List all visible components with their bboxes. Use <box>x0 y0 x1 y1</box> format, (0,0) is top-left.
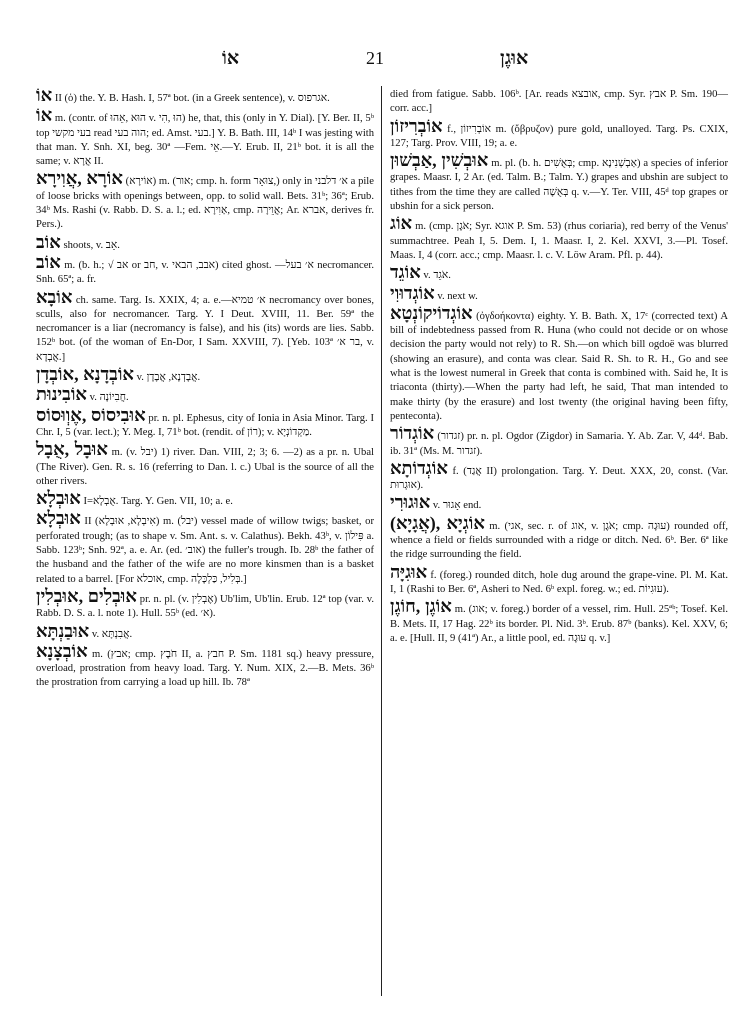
entry-definition: pr. n. pl. Ephesus, city of Ionia in Asia Minor. Targ. I Chr. I, 5 (var. lect.); Y. Meg. I, 71ᵇ bot. (rendit. of רוֹן); v. מַקְדוֹנְיָא. <box>36 412 374 438</box>
entry-definition: II (אִיבְלָא, אוּבְלָא) m. (יבל) vessel made of willow twigs; basket, or perforated trough; (as to shape v. Sm. Ant. s. v. Calathus). Bekh. 43ᵇ, v. פִּילוֹן a. Sabb. 123ᵇ; Snh. 92ª, a. e. Ar. (ed. אוב׳) the fuller's trough. Ib. 28ᵇ the father of the husband and the father of the wife are no more kinsmen than is a basket related to a barrel. [For אוכלא, cmp. בְּלִיל, כַּלְכָּלָה.] <box>36 516 374 585</box>
entry-headword: אוּבְשִׁין ,אַבְשׁוּן <box>390 150 489 171</box>
dictionary-entry <box>390 115 728 152</box>
dictionary-entry <box>36 404 374 441</box>
entry-headword: אוֹ <box>36 85 53 105</box>
entry-definition: m. (אבץ; cmp. חֹבֶץ II, a. חבץ P. Sm. 1181 sq.) heavy pressure, overload, prostration from heavy load. Targ. Y. Num. XIX, 2.—B. Mets. 36ᵇ the prostration from carrying a load up hill. Ib. 78ª <box>36 648 375 689</box>
entry-definition: m. (b. h.; √ אב or חב, v. אבב, הבאי) cited ghost. —א׳ בעל necromancer. Snh. 65ª; a. fr. <box>36 259 374 286</box>
running-head-left: אוֹ <box>222 48 240 69</box>
dictionary-entry <box>36 85 374 106</box>
page-header <box>0 48 750 72</box>
dictionary-entry <box>390 302 728 424</box>
dictionary-entry <box>36 384 374 405</box>
running-head-right: אוּגֶן <box>500 48 529 69</box>
entry-headword: אוֹ <box>36 105 53 126</box>
left-column <box>36 85 375 693</box>
entry-definition: f. (foreg.) rounded ditch, hole dug around the grape-vine. Pl. M. Kat. I, 1 (Rashi to Ber. 6ª, Asheri to Ned. 6ᵇ expl. foreg. w.; ed. עוּגִיוֹת). <box>390 569 728 595</box>
entry-headword: אוּבְלִים ,אוּבְלִין <box>36 585 137 606</box>
entry-definition: v. אָגוּר end. <box>430 500 482 512</box>
entry-definition: v. אֹגֵד. <box>420 270 451 282</box>
entry-definition: v. אֲבָדְנָא, אֲבָדָן. <box>134 372 201 384</box>
dictionary-entry <box>36 508 374 586</box>
entry-definition: v. אֲבִנְתָּא. <box>89 628 133 640</box>
entry-definition: ch. same. Targ. Is. XXIX, 4; a. e.—א׳ טמיא necromancy over bones, sculls, also for necromancer. Targ. Y. I Deut. XVIII, 11. Ber. 59ª the necromancer is a liar (necromancy is false), and his (its) words are lies. Sabb. 152ᵇ bot. (of the woman of En-Dor, I Sam. XXVIII, 7). [Yeb. 103ª בר א׳, v. אֲבְדָא.] <box>36 294 374 363</box>
dictionary-entry <box>36 286 374 365</box>
dictionary-entry <box>390 561 728 598</box>
entry-headword: אוֹגְדוּוִי <box>390 282 435 303</box>
dictionary-entry <box>36 640 375 691</box>
entry-definition: I=אֻבְלָא. Targ. Y. Gen. VII, 10; a. e. <box>80 496 233 508</box>
entry-headword: אוֹבִינוּת <box>36 384 87 405</box>
dictionary-entry <box>36 251 374 288</box>
entry-headword: אוֹבָא <box>36 286 73 307</box>
dictionary-entry <box>390 150 728 214</box>
dictionary-entry <box>390 282 728 304</box>
dictionary-entry <box>390 262 728 283</box>
dictionary-entry <box>36 488 374 509</box>
dictionary-entry <box>390 512 728 563</box>
entry-headword: אוּבַנְתָּא <box>36 620 90 641</box>
entry-definition: died from fatigue. Sabb. 106ᵇ. [Ar. reads אובצא, cmp. Syr. אבץ P. Sm. 190—corr. acc.] <box>390 89 728 115</box>
entry-headword: אוּגוּרִי <box>390 492 431 513</box>
entry-definition: (ὀγδοήκοντα) eighty. Y. B. Bath. X, 17ᶜ (corrected text) A bill of indebtedness passed from R. Huna (who could not decide or on whose decision the party would not rely) to R. Sh.—on which bill ogdoë was blurred (showing an erasure), and conta was clear. Said R. Sh. to R. H., Go and see what is the lowest numeral in Greek that conta is combined with. Said he, It is triaconta (thirty).—When the party had left, he said, That man intended to make thirty (by the erasure) and lost twenty (the original having been fifty, penteconta). <box>390 310 728 422</box>
entry-definition: m. (contr. of הוּא ,אֵהוּ v. הוּ ,הִי) he, that, this (only in Y. Dial). [Y. Ber. II, 5ᵇ top בעי מקשי read הוה בעי; ed. Amst. בעי.] Y. B. Bath. III, 14ᵇ I was jesting with that man. Y. Snh. XI, beg. 30ª —Fem. אֵי.—Y. Erub. II, 21ᵇ bot. it is all the same; v. אֲרָא II. <box>36 113 375 168</box>
dictionary-entry <box>36 168 375 232</box>
right-column <box>390 88 728 648</box>
entry-definition: f. (אֲגַד II) prolongation. Targ. Y. Deut. XXX, 20, const. (Var. אוּגְרוּת). <box>390 465 728 492</box>
entry-definition: v. חֲבִיוֹנָה. <box>87 392 129 404</box>
entry-definition: v. next w. <box>434 290 478 302</box>
entry-headword: אוֹבְרִיזוֹן <box>390 115 443 136</box>
dictionary-entry <box>390 213 728 263</box>
entry-headword: אוֹגֶן ,חוֹגֶן <box>390 596 452 617</box>
entry-definition: shoots, v. אֵב. <box>60 239 120 251</box>
entry-headword: אוּגִיָּה <box>390 561 428 582</box>
entry-definition: II (ὁ) the. Y. B. Hash. I, 57ª bot. (in a Greek sentence), v. אגרפוס. <box>52 93 330 104</box>
entry-headword: אוֹבְצָנָא <box>36 640 88 661</box>
entry-headword: אוֹג <box>390 213 413 234</box>
dictionary-entry <box>390 423 728 459</box>
entry-headword: אוֹגְדוֹתָא <box>390 457 448 478</box>
dictionary-entry <box>36 620 374 642</box>
entry-definition: (זגדור) pr. n. pl. Ogdor (Zigdor) in Samaria. Y. Ab. Zar. V, 44ᵈ. Bab. ib. 31ª (Ms. M. זגדור). <box>390 431 728 457</box>
entry-headword: אוֹב <box>36 231 61 252</box>
entry-headword: אוּבְלָא <box>36 488 81 509</box>
dictionary-entry <box>36 231 374 253</box>
entry-headword: אוֹגְדוֹיקוֹנְטָא <box>390 302 473 323</box>
entry-headword: אוּבִיסוֹס ,אֶוְוּסוֹס <box>36 404 146 425</box>
entry-definition: m. pl. (b. h. בְּאֻשִׁים; cmp. אַבְשְׁנִינָא) a species of inferior grapes. Maasr. I, 2 Ar. (ed. Talm. B.; Talm. Y.) grapes and ubshin are subject to tithes from the time they are called בְּאֻשָׁה q. v.—Y. Ter. VIII, 45ᵈ top grapes or ubshin for a sick person. <box>390 158 728 213</box>
column-divider <box>381 86 382 996</box>
dictionary-entry <box>36 585 374 622</box>
entry-headword: אוּבָל ,אֻבָל <box>36 439 108 460</box>
entry-definition: (אוֹירָא) m. (אור; cmp. h. form צוּאָר,) only in א׳ דלבני a pile of loose bricks with openings between, opp. to solid wall. Bets. 31ᵇ; 36ª; Erub. 34ᵇ Ms. Rashi (v. Rabb. D. S. a. l.; ed. אַוִירָא, cmp. אֲוֵירָה; Ar. אברא, derives fr. Pers.). <box>36 176 375 231</box>
dictionary-entry <box>390 457 728 494</box>
dictionary-entry <box>36 439 374 489</box>
entry-definition: m. (אגי, sec. r. of אוג, v. אֹגֶן; cmp. עוּגָה) rounded off, whence a field or fields surrounded with a ridge or ditch. Ned. 6ᵇ. Ber. 6ª like the ridge surrounding the field. <box>390 520 728 561</box>
entry-definition: pr. n. pl. (v. אֶבְלִין) Ub'lim, Ub'lin. Erub. 12ª top (var. v. Rabb. D. S. a. l. note 1). Hull. 55ᵇ (ed. א׳). <box>36 593 374 620</box>
entry-headword: אוּבְלָא <box>36 508 81 529</box>
entry-definition: m. (v. יבל) 1) river. Dan. VIII, 2; 3; 6. —2) as a pr. n. Ubal (The River). Gen. R. s. 16 (referring to Dan. l. c.) Ubal is the source of all the other rivers. <box>36 447 374 487</box>
entry-headword: אוֹגֵד <box>390 262 421 283</box>
entry-definition: f., אוֹבְרִיזוֹן m. (ὄβρυζον) pure gold, unalloyed. Targ. Ps. CXIX, 127; Targ. Prov. VIII, 19; a. e. <box>390 123 728 149</box>
entry-headword: אוֹרָא ,אֲוִירָא <box>36 168 123 189</box>
entry-headword: אוֹגְדוֹר <box>390 423 435 444</box>
dictionary-entry <box>390 492 728 513</box>
entry-definition: m. (אוג; v. foreg.) border of a vessel, rim. Hull. 25ªᵇ; Tosef. Kel. B. Mets. II, 17 Hag. 22ᵇ its border. Pl. Nid. 3ᵇ. Erub. 87ᵇ (banks). Kel. XXV, 6; a. e. [Hull. II, 9 (41ª) Ar., a little pool, ed. עוּגָה q. v.] <box>390 604 729 644</box>
entry-definition: m. (cmp. אֹגֶן; Syr. אוגא P. Sm. 53) (rhus coriaria), red berry of the Venus' summachtree. Peah I, 5. Dem. I, 1. Maasr. I, 2. Kel. XXVI, 3.—Pl. Tosef. Maas. I, 4 (corr. acc.; cmp. Maasr. l. c. V. Löw Aram. Pfl. p. 44). <box>390 221 728 261</box>
dictionary-entry <box>36 105 375 169</box>
entry-headword: אוֹבְדָנָא ,אוֹבְדָן <box>36 364 134 385</box>
entry-headword: אוֹגְיָא ,(אֲגָיָא) <box>390 512 485 533</box>
dictionary-entry <box>36 364 374 385</box>
entry-headword: אוֹב <box>36 251 61 272</box>
dictionary-entry <box>390 88 728 117</box>
dictionary-entry <box>390 596 729 646</box>
page-number: 21 <box>366 48 384 68</box>
